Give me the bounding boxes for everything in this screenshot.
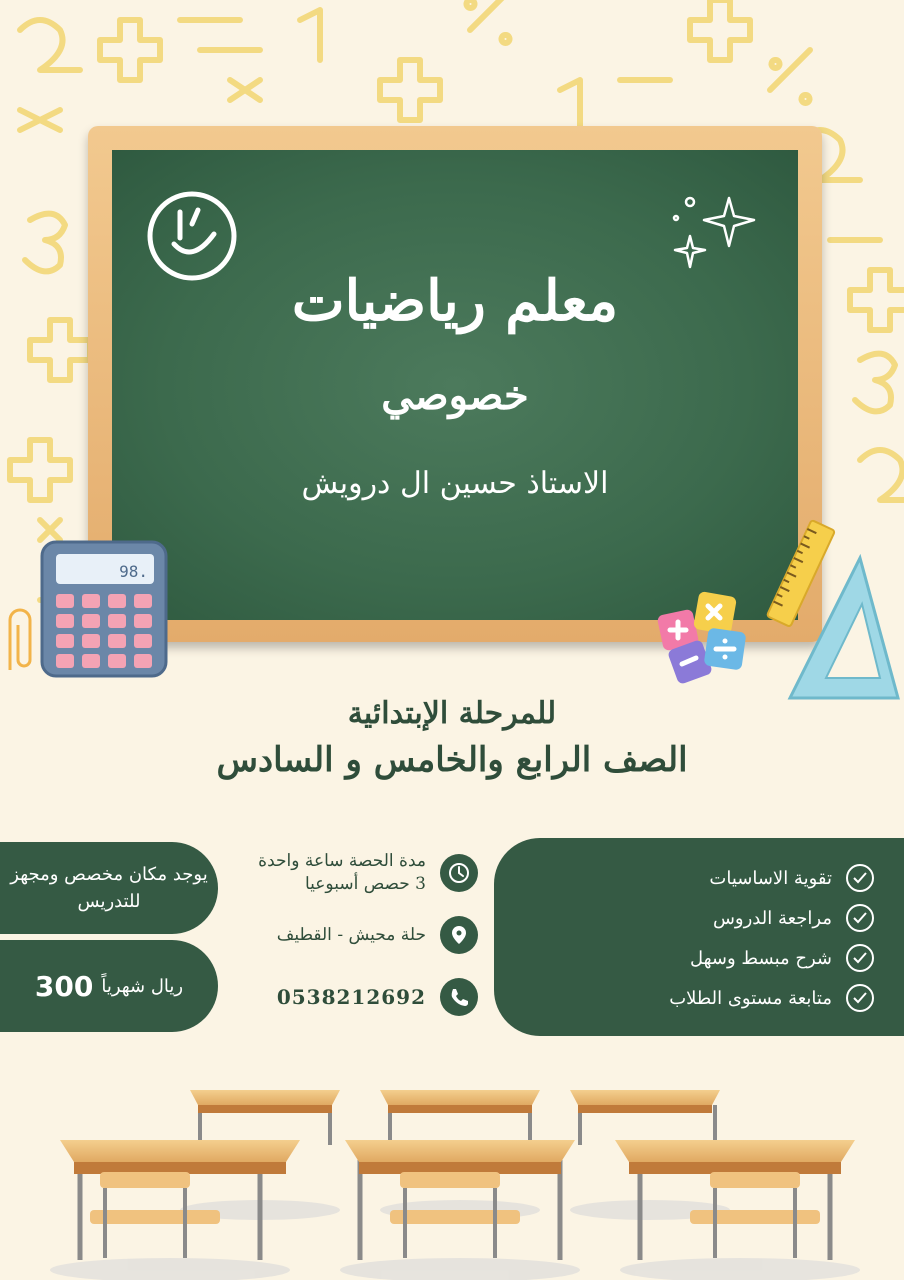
duration-text: [258, 850, 426, 896]
phone-row: [230, 978, 478, 1016]
calculator-icon: [40, 540, 170, 680]
location-text: حلة محيش - القطيف: [276, 924, 426, 945]
check-icon: [846, 984, 874, 1012]
place-info-text: يوجد مكان مخصص ومجهز للتدريس: [10, 864, 208, 912]
feature-label: مراجعة الدروس: [712, 907, 832, 929]
feature-item: [669, 984, 874, 1012]
check-icon: [846, 944, 874, 972]
grades-heading: الصف الرابع والخامس و السادس: [216, 740, 688, 780]
feature-item: [690, 944, 874, 972]
check-icon: [846, 864, 874, 892]
feature-label: متابعة مستوى الطلاب: [669, 987, 832, 1009]
sparkle-stars-icon: [664, 190, 764, 280]
duration-row: [230, 850, 478, 896]
duration-line-2: 3 حصص أسبوعيا: [304, 873, 426, 894]
place-info-pill: [0, 842, 218, 934]
feature-label: تقوية الاساسيات: [709, 867, 832, 889]
feature-item: [709, 864, 874, 892]
location-pin-icon: [440, 916, 478, 954]
location-row: [230, 916, 478, 954]
price-unit: ريال شهرياً: [101, 975, 184, 997]
duration-line-1: مدة الحصة ساعة واحدة: [258, 851, 426, 871]
calculator-display: 98.: [119, 562, 148, 581]
teacher-name: الاستاذ حسين ال درويش: [301, 466, 609, 501]
classroom-desks-illustration: [0, 1060, 904, 1280]
clock-icon: [440, 854, 478, 892]
phone-icon: [440, 978, 478, 1016]
phone-number[interactable]: 0538212692: [276, 985, 426, 1009]
math-operators-icon: [652, 590, 752, 690]
board-title: معلم رياضيات: [291, 268, 619, 334]
feature-label: شرح مبسط وسهل: [690, 947, 832, 969]
check-icon: [846, 904, 874, 932]
paperclip-icon: [0, 600, 40, 680]
price-amount: 300: [34, 969, 94, 1003]
price-pill: [0, 940, 218, 1032]
feature-item: [713, 904, 874, 932]
set-square-icon: [784, 554, 904, 704]
level-heading: للمرحلة الإبتدائية: [347, 696, 557, 731]
board-subtitle: خصوصي: [381, 372, 529, 419]
features-pill: [494, 838, 904, 1036]
